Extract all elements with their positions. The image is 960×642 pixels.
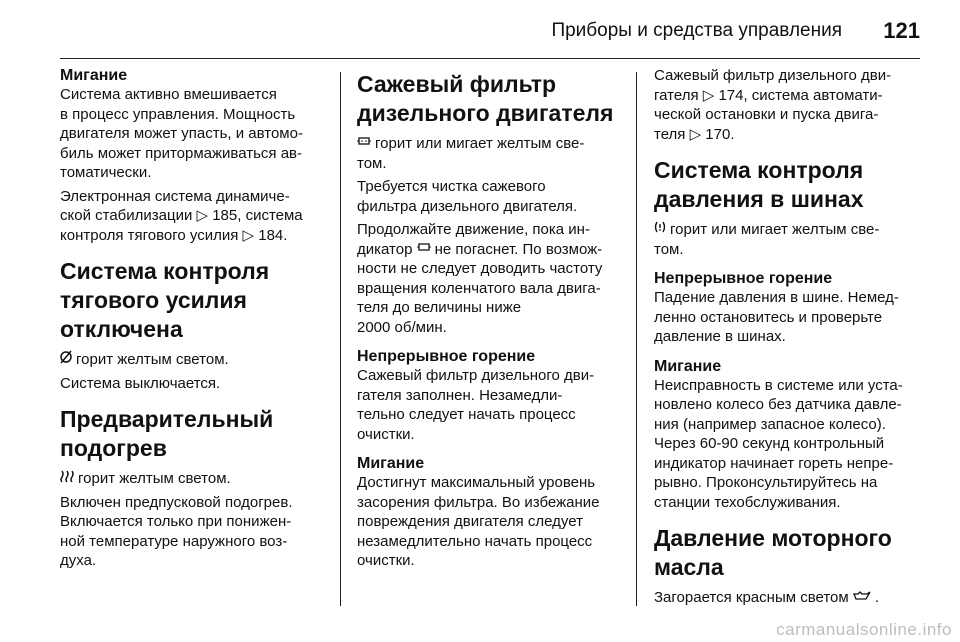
paragraph: Падение давления в шине. Немед- ленно остановитесь и проверьте давление в шинах.: [654, 289, 899, 345]
column-divider: [340, 72, 341, 606]
tire-pressure-icon: [654, 220, 666, 240]
page-header: [0, 0, 960, 60]
column-divider: [636, 72, 637, 606]
heading-diesel-particle-filter: Сажевый фильтр дизельного двигателя: [357, 71, 614, 126]
watermark: carmanualsonline.info: [776, 620, 952, 639]
paragraph: Загорается красным светом .: [654, 589, 880, 606]
diesel-filter-icon: [417, 240, 431, 260]
column-left: [60, 66, 330, 575]
paragraph: Сажевый фильтр дизельного дви- гателя заполнен. Незамедли- тельно следует начать процесс очистки.: [357, 367, 595, 443]
paragraph: Электронная система динамиче- ской стабилизации ▷ 185, система контроля тягового усилия ▷ 184.: [60, 187, 303, 244]
paragraph: горит или мигает желтым све- том.: [654, 221, 880, 258]
heading-traction-control-off: Система контроля тягового усилия отключена: [60, 258, 270, 342]
paragraph: Неисправность в системе или уста- новлено колесо без датчика давле- ния (например запасное колесо). Через 60-90 секунд контрольный индикатор начинает гореть непре- рывно. Проконсультируйтесь на станции техобслуживания.: [654, 376, 903, 511]
column-right: [654, 66, 924, 612]
paragraph: горит желтым светом.: [60, 469, 330, 489]
oil-can-icon: [853, 588, 871, 608]
paragraph: горит желтым светом.: [60, 350, 330, 370]
paragraph: Сажевый фильтр дизельного дви- гателя ▷ 174, система автомати- ческой остановки и пуска двига- теля ▷ 170.: [654, 67, 892, 143]
subheading-continuous: Непрерывное горение: [654, 270, 833, 287]
subheading-blinking: Мигание: [60, 67, 128, 84]
paragraph: Требуется чистка сажевого фильтра дизельного двигателя.: [357, 178, 578, 215]
glow-plug-icon: [60, 469, 74, 489]
paragraph: горит или мигает желтым све- том.: [357, 135, 585, 172]
subheading-blinking: Мигание: [654, 357, 722, 375]
subheading-continuous: Непрерывное горение: [357, 348, 536, 365]
traction-off-icon: [60, 350, 72, 370]
header-rule: [60, 58, 920, 59]
paragraph: Включен предпусковой подогрев. Включается только при понижен- ной температуре наружного воз- духа.: [60, 493, 293, 569]
subheading-blinking: Мигание: [357, 455, 425, 472]
column-middle: [357, 66, 622, 575]
heading-tire-pressure: Система контроля давления в шинах: [654, 157, 864, 212]
heading-engine-oil-pressure: Давление моторного масла: [654, 525, 892, 580]
paragraph: Достигнут максимальный уровень засорения фильтра. Во избежание повреждения двигателя следует незамедлительно начать процесс очистки.: [357, 474, 600, 569]
paragraph: Продолжайте движение, пока ин- дикатор не погаснет. По возмож- ности не следует доводить частоту вращения коленчатого вала двига- теля до величины ниже 2000 об/мин.: [357, 221, 603, 336]
diesel-filter-icon: [357, 134, 371, 154]
page-title: Приборы и средства управления: [551, 20, 842, 41]
paragraph: Система активно вмешивается в процесс управления. Мощность двигателя может упасть, и автомо- биль может притормаживаться ав- томатически.: [60, 86, 303, 181]
paragraph: Система выключается.: [60, 374, 221, 392]
heading-preheating: Предварительный подогрев: [60, 406, 274, 461]
page-number: 121: [883, 18, 920, 43]
